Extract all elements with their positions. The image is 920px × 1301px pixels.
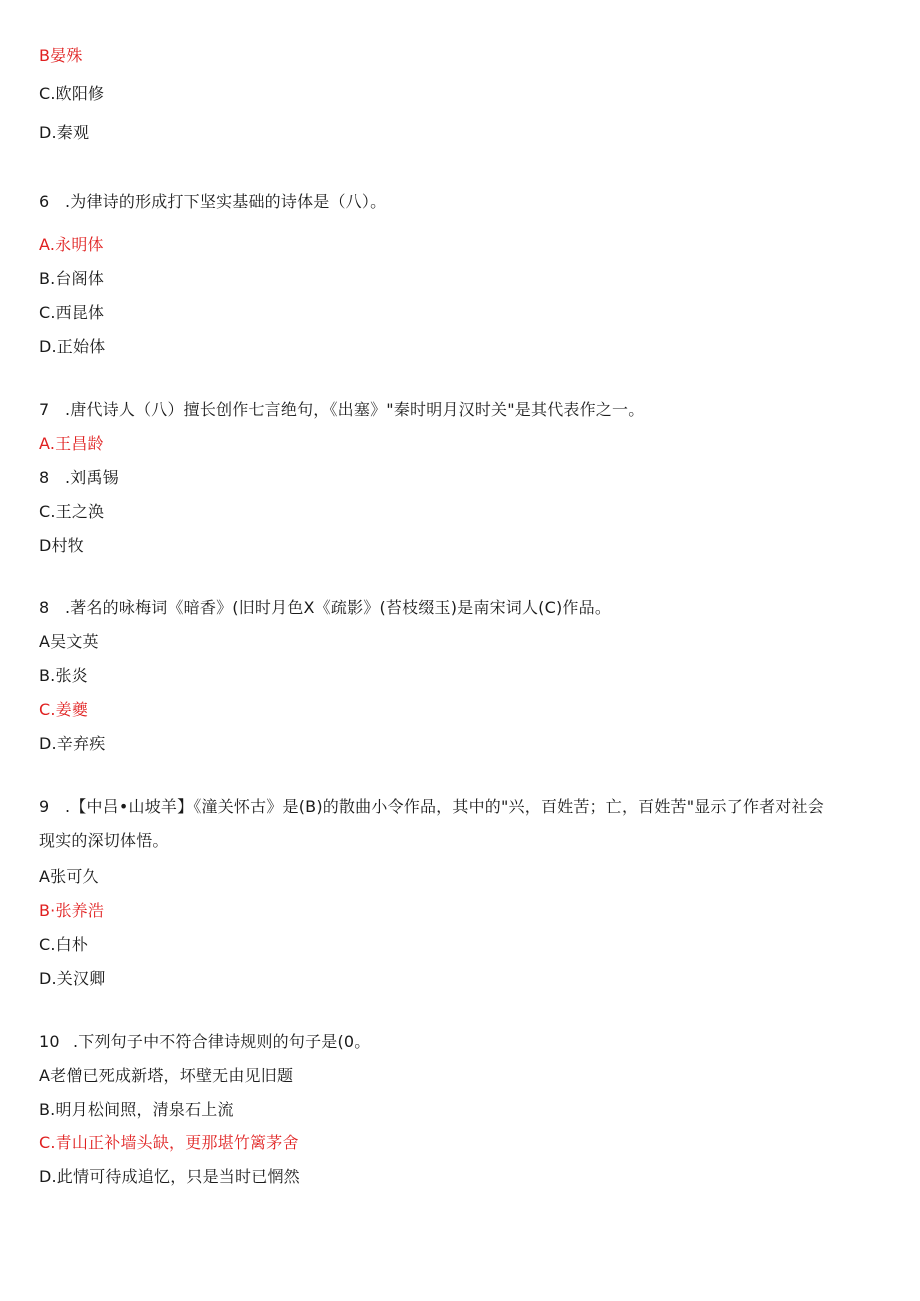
option-a-sentence: [39, 1065, 293, 1087]
option-a-wangchangling: [39, 433, 104, 455]
option-text: D.此情可待成追忆，只是当时已惘然: [39, 1167, 300, 1186]
option-text: C.白朴: [39, 935, 89, 954]
option-d-zhengshiti: [39, 336, 105, 358]
option-b-taigeti: [39, 268, 104, 290]
option-text: C.姜夔: [39, 700, 89, 719]
question-text: .【中吕•山坡羊】《潼关怀古》是(B)的散曲小令作品，其中的"兴，百姓苦；亡，百姓苦"显示了作者对社会: [65, 797, 824, 816]
question-text: .著名的咏梅词《暗香》(旧时月色X《疏影》(苔枝缀玉)是南宋词人(C)作品。: [65, 598, 612, 617]
option-number: 8: [39, 468, 50, 487]
option-d-qinguan: [39, 122, 89, 144]
option-text: A张可久: [39, 867, 99, 886]
question-text: .下列句子中不符合律诗规则的句子是(0。: [73, 1032, 371, 1051]
option-c-sentence: [39, 1132, 299, 1154]
option-b-yanshu: [39, 45, 83, 67]
option-text: A老僧已死成新塔，坏壁无由见旧题: [39, 1066, 294, 1085]
option-text: B.张炎: [39, 666, 88, 685]
option-a-zhangkejiu: [39, 866, 99, 888]
option-text: B.明月松间照，清泉石上流: [39, 1100, 234, 1119]
option-text: A吴文英: [39, 632, 99, 651]
option-text: C.欧阳修: [39, 84, 105, 103]
option-text: .刘禹锡: [65, 468, 119, 487]
option-text: C.西昆体: [39, 303, 105, 322]
option-liuyuxi: [39, 467, 119, 489]
option-text: D.关汉卿: [39, 969, 106, 988]
option-text: D村牧: [39, 536, 84, 555]
option-c-wangzhihuan: [39, 501, 104, 523]
question-9-continued: [39, 830, 169, 852]
option-text: B·张养浩: [39, 901, 105, 920]
option-text: D.辛弃疾: [39, 734, 106, 753]
option-b-sentence: [39, 1099, 234, 1121]
option-c-jiangkui: [39, 699, 88, 721]
question-number: 9: [39, 797, 50, 816]
question-7: [39, 399, 644, 421]
option-a-wuwenying: [39, 631, 99, 653]
question-10: [39, 1031, 371, 1053]
question-6: [39, 191, 386, 213]
option-text: C.青山正补墙头缺，更那堪竹篱茅舍: [39, 1133, 299, 1152]
option-text: C.王之涣: [39, 502, 105, 521]
option-b-zhangyanghao: [39, 900, 104, 922]
option-c-xikunti: [39, 302, 104, 324]
option-text: A.王昌龄: [39, 434, 104, 453]
option-b-zhangyan: [39, 665, 88, 687]
option-d-guanhanqing: [39, 968, 105, 990]
question-number: 6: [39, 192, 50, 211]
question-number: 7: [39, 400, 50, 419]
option-text: D.正始体: [39, 337, 106, 356]
option-a-yongmingti: [39, 234, 104, 256]
question-text: 现实的深切体悟。: [39, 831, 169, 850]
option-text: A.永明体: [39, 235, 104, 254]
option-text: B晏殊: [39, 46, 83, 65]
option-d-sentence: [39, 1166, 300, 1188]
question-number: 8: [39, 598, 50, 617]
question-8: [39, 597, 611, 619]
question-9: [39, 796, 824, 818]
option-d-dumu: [39, 535, 84, 557]
question-text: .唐代诗人（八）擅长创作七言绝句，《出塞》"秦时明月汉时关"是其代表作之一。: [65, 400, 645, 419]
option-c-baipu: [39, 934, 88, 956]
option-text: B.台阁体: [39, 269, 105, 288]
option-text: D.秦观: [39, 123, 90, 142]
question-text: .为律诗的形成打下坚实基础的诗体是（八）。: [65, 192, 387, 211]
question-number: 10: [39, 1032, 60, 1051]
option-d-xinqiji: [39, 733, 105, 755]
option-c-ouyangxiu: [39, 83, 104, 105]
